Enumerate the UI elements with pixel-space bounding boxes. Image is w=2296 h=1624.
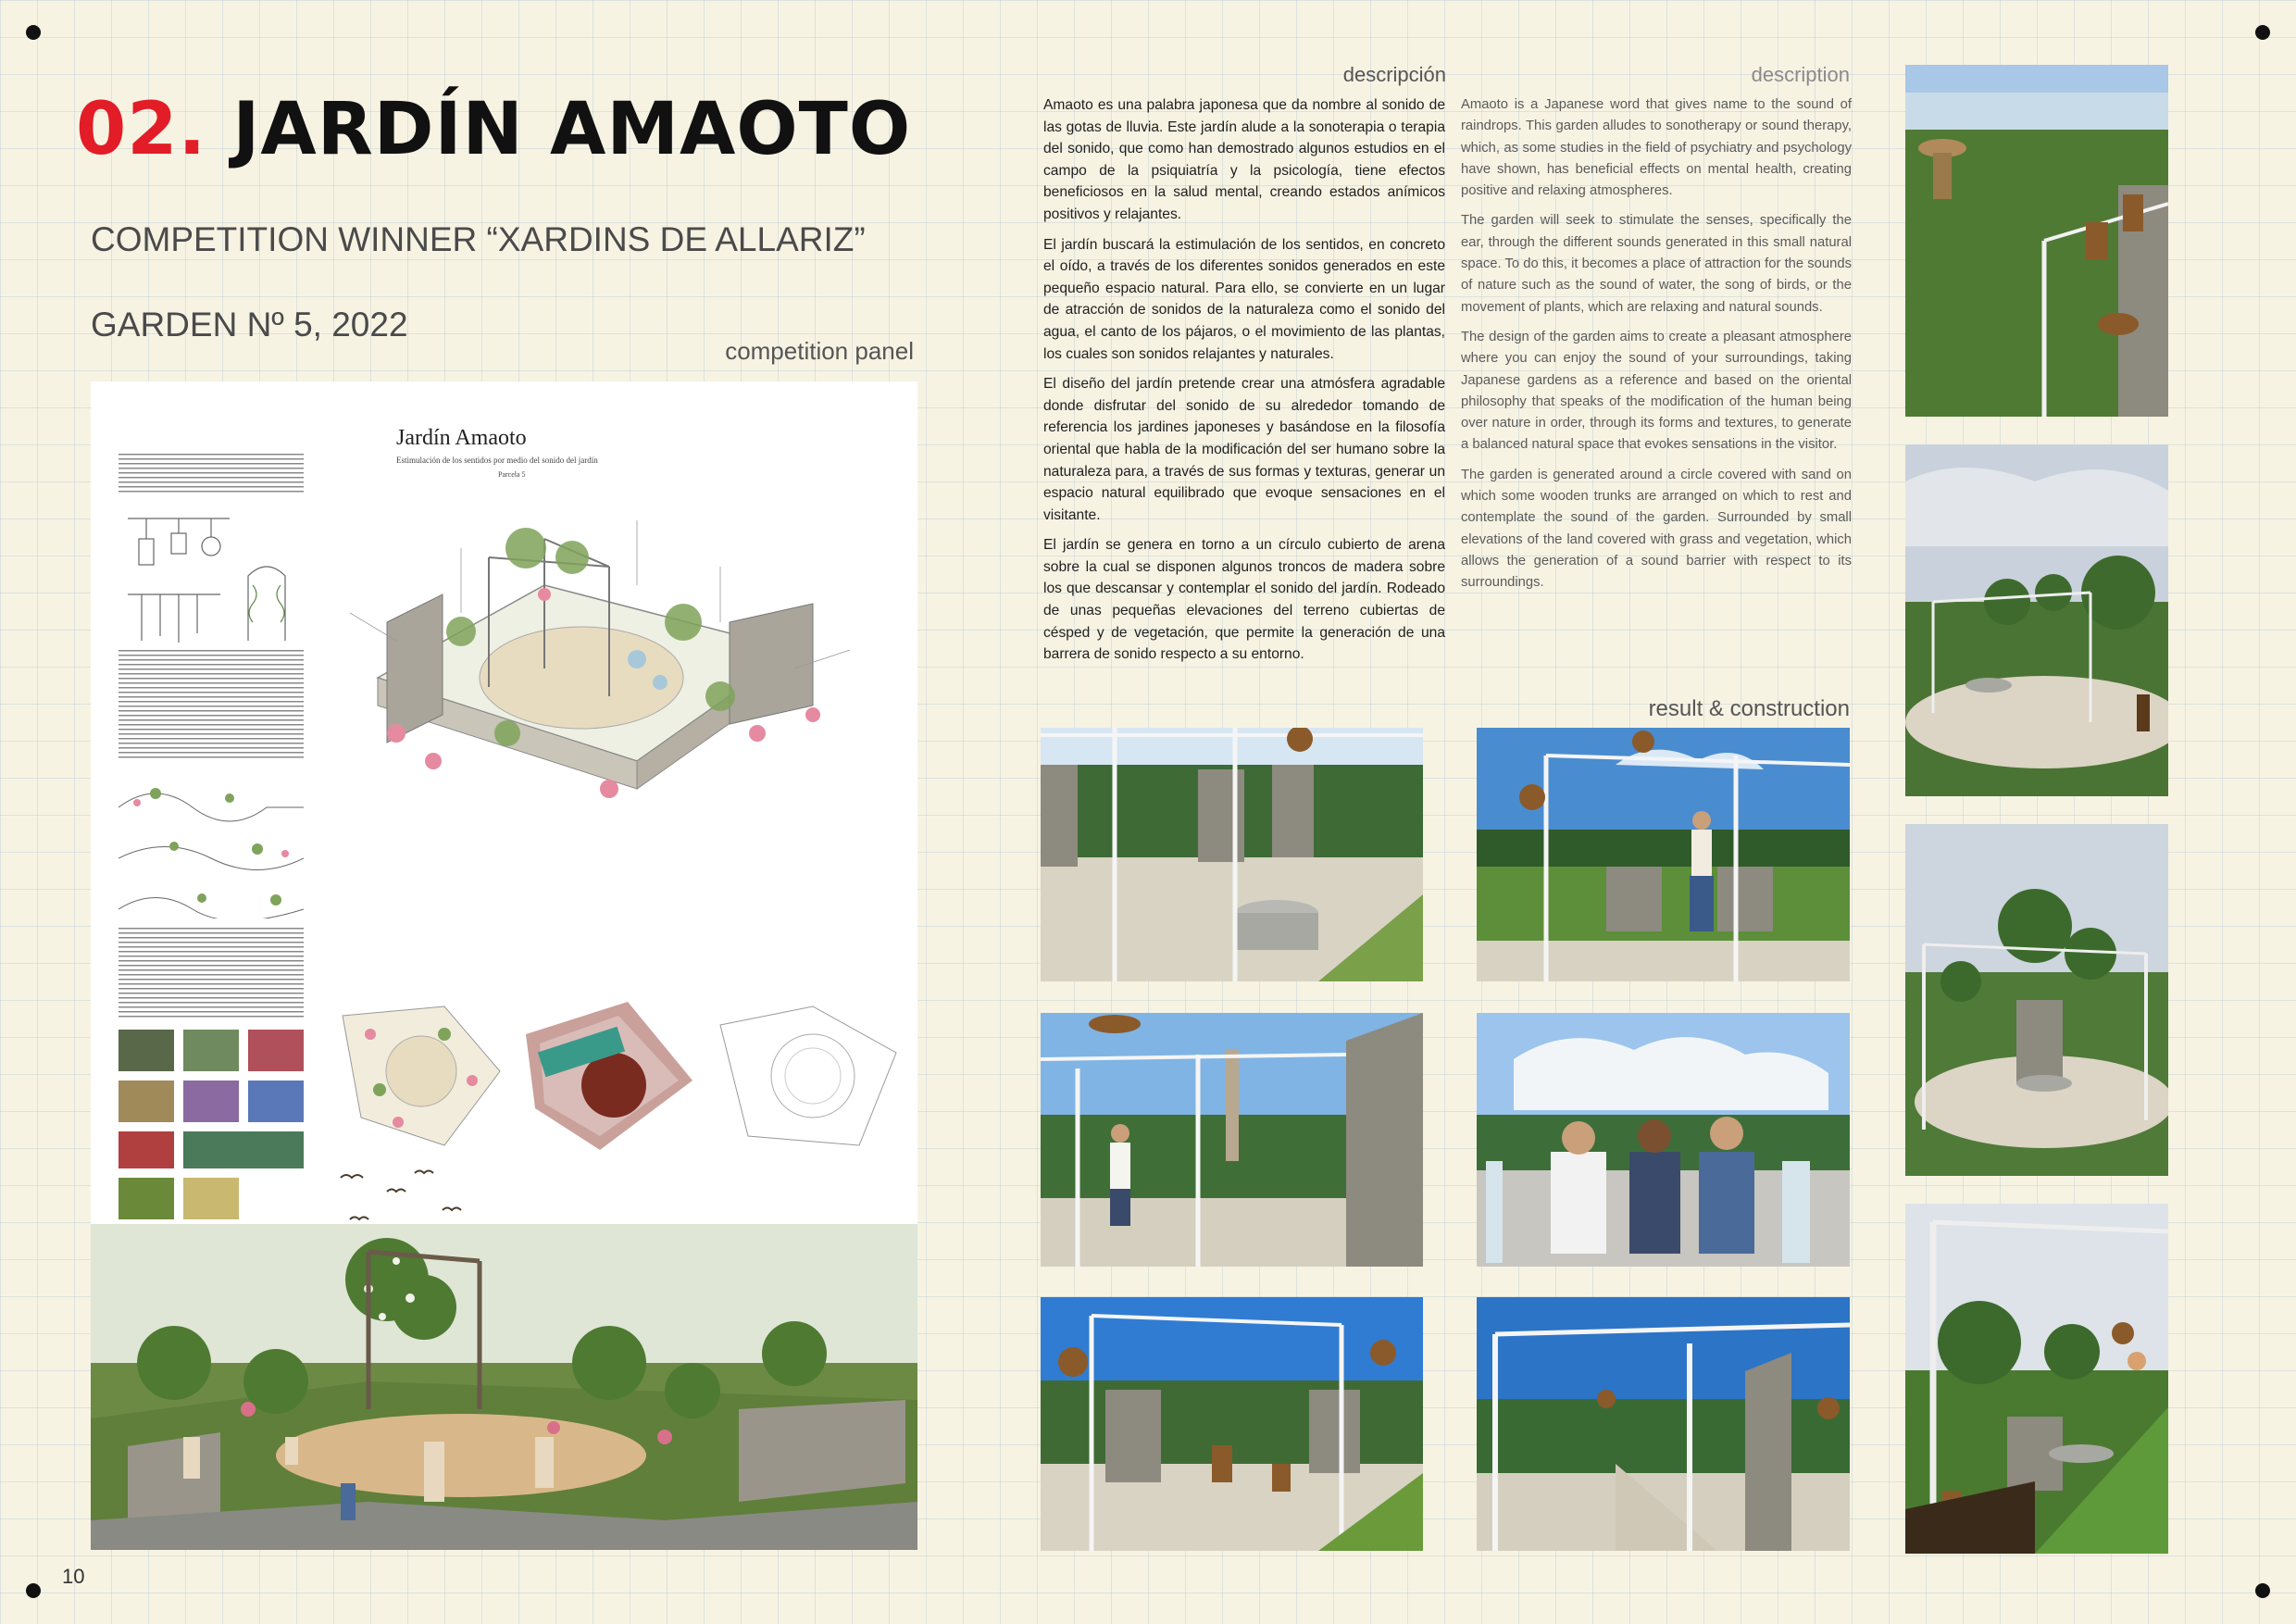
construction-photo xyxy=(1477,1297,1850,1551)
corner-dot-top-left xyxy=(26,25,41,40)
construction-photo xyxy=(1041,728,1423,981)
description-paragraph-en: Amaoto is a Japanese word that gives name to the sound of raindrops. This garden alludes to sonotherapy or sound therapy, which, as some studies in the field of psychiatry and psychology have shown, has beneficial effects on mental health, creating positive and relaxing atmospheres. xyxy=(1461,97,1852,199)
panel-intro-text xyxy=(119,454,304,493)
panel-project-model xyxy=(517,997,702,1155)
construction-photo xyxy=(1477,728,1850,981)
description-paragraph-es: El diseño del jardín pretende crear una atmósfera agradable donde disfrutar del sonido de su alrededor tomando de referencia los jardines japoneses y basándose en la filosofía oriental que habla de la modificación del ser humano sobre la naturaleza para, a través de sus formas y texturas, generar un espacio natural equilibrado que evoque sensaciones en el visitante. xyxy=(1043,376,1445,523)
competition-subtitle: COMPETITION WINNER “XARDINS DE ALLARIZ” xyxy=(91,220,866,258)
panel-body-text-1 xyxy=(119,650,304,761)
garden-photo xyxy=(1905,65,2168,417)
garden-photo xyxy=(1905,444,2168,796)
garden-photo xyxy=(1905,1204,2168,1554)
description-heading-es: descripción xyxy=(1342,63,1446,86)
panel-title: Jardín Amaoto xyxy=(396,426,527,450)
result-heading: result & construction xyxy=(1648,696,1850,721)
page-number: 10 xyxy=(62,1565,85,1588)
title-number: 02. xyxy=(76,88,207,171)
construction-photo xyxy=(1041,1297,1423,1551)
description-paragraph-es: El jardín se genera en torno a un círculo cubierto de arena sobre la cual se disponen algunos troncos de madera sobre los que descansar y contemplar el sonido del jardín. Rodeado de unas pequeñas elevaciones del terreno cubiertas de césped y de vegetación, que permite la generación de una barrera de sonido respecto a su entorno. xyxy=(1043,537,1445,663)
panel-vegetation-plan xyxy=(333,997,509,1155)
description-text-es xyxy=(1043,94,1445,674)
panel-subtitle: Estimulación de los sentidos por medio del sonido del jardín xyxy=(396,456,598,465)
garden-subtitle: GARDEN Nº 5, 2022 xyxy=(91,306,408,344)
corner-dot-bottom-right xyxy=(2255,1583,2270,1598)
panel-label: competition panel xyxy=(725,337,914,365)
panel-axonometric-plan xyxy=(331,483,905,965)
description-paragraph-en: The garden is generated around a circle covered with sand on which some wooden trunks are arranged on which to rest and contemplate the sound of the garden. Surrounded by small elevations of the land covered with grass and vegetation, which allows the generation of a sound barrier with respect to its surroundings. xyxy=(1461,467,1852,591)
panel-site-plan xyxy=(711,997,905,1155)
title-name: JARDÍN AMAOTO xyxy=(232,88,912,171)
panel-garden-render xyxy=(91,1224,917,1550)
description-heading-en: description xyxy=(1751,63,1850,86)
description-text-en xyxy=(1461,94,1852,603)
panel-parcel: Parcela 5 xyxy=(498,470,526,479)
page-title xyxy=(76,88,911,171)
description-paragraph-es: El jardín buscará la estimulación de los sentidos, en concreto el oído, a través de los diferentes sonidos generados en este pequeño espacio natural. Para ello, se convierte en un lugar de atracción de sonidos de la naturaleza como el sonido del agua, el canto de los pájaros, o el movimiento de las plantas, los cuales son sonidos relajantes y naturales. xyxy=(1043,236,1445,362)
garden-photo xyxy=(1905,824,2168,1176)
panel-body-text-2 xyxy=(119,928,304,1020)
panel-sections-sketch xyxy=(119,770,304,918)
panel-chime-sketches xyxy=(119,502,304,650)
corner-dot-bottom-left xyxy=(26,1583,41,1598)
competition-panel xyxy=(91,381,917,1550)
description-paragraph-en: The garden will seek to stimulate the senses, specifically the ear, through the different sounds generated in this small natural space. To do this, it becomes a place of attraction for the sounds of nature such as the sound of water, the song of birds, or the movement of plants, which are relaxing and natural sounds. xyxy=(1461,213,1852,315)
description-paragraph-es: Amaoto es una palabra japonesa que da nombre al sonido de las gotas de lluvia. Este jardín alude a la sonoterapia o terapia del sonido, que como han demostrado algunos estudios en el campo de la psiquiatría y la psicología, tiene efectos beneficiosos en la salud mental, creando estados anímicos positivos y relajantes. xyxy=(1043,97,1445,222)
construction-photo xyxy=(1477,1013,1850,1267)
panel-plant-palette xyxy=(119,1030,304,1219)
construction-photo xyxy=(1041,1013,1423,1267)
description-paragraph-en: The design of the garden aims to create a pleasant atmosphere where you can enjoy the sound of your surroundings, taking Japanese gardens as a reference and based on the oriental philosophy that speaks of the modification of the human being over nature in order, through its forms and textures, to generate a balanced natural space that evokes sensations in the visitor. xyxy=(1461,329,1852,453)
corner-dot-top-right xyxy=(2255,25,2270,40)
